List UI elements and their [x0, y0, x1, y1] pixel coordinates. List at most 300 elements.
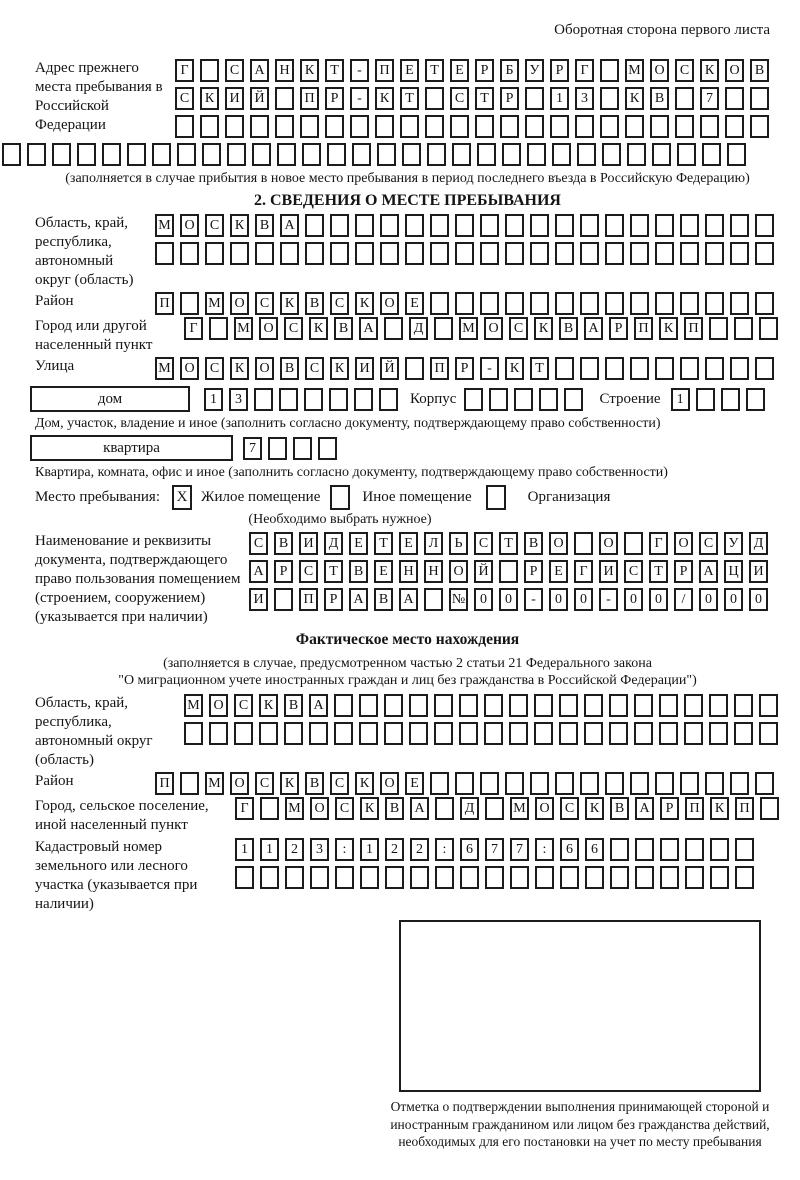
- char-box[interactable]: [275, 115, 294, 138]
- char-box[interactable]: М: [285, 797, 304, 820]
- char-box[interactable]: А: [249, 560, 268, 583]
- char-box[interactable]: [527, 143, 546, 166]
- char-box[interactable]: [360, 866, 379, 889]
- char-box[interactable]: [477, 143, 496, 166]
- char-box[interactable]: [525, 115, 544, 138]
- char-box[interactable]: [309, 722, 328, 745]
- char-box[interactable]: Г: [235, 797, 254, 820]
- char-box[interactable]: Ь: [449, 532, 468, 555]
- char-box[interactable]: [685, 838, 704, 861]
- char-box[interactable]: [530, 242, 549, 265]
- char-box[interactable]: [605, 357, 624, 380]
- char-box[interactable]: Т: [475, 87, 494, 110]
- char-box[interactable]: Т: [324, 560, 343, 583]
- char-box[interactable]: К: [280, 292, 299, 315]
- char-box[interactable]: С: [509, 317, 528, 340]
- char-box[interactable]: [452, 143, 471, 166]
- char-box[interactable]: [509, 694, 528, 717]
- char-box[interactable]: [610, 838, 629, 861]
- char-box[interactable]: В: [280, 357, 299, 380]
- char-box[interactable]: [52, 143, 71, 166]
- char-box[interactable]: [268, 437, 287, 460]
- char-box[interactable]: [725, 87, 744, 110]
- char-box[interactable]: :: [435, 838, 454, 861]
- char-box[interactable]: В: [385, 797, 404, 820]
- char-box[interactable]: Р: [674, 560, 693, 583]
- char-box[interactable]: Т: [325, 59, 344, 82]
- char-box[interactable]: [499, 560, 518, 583]
- char-box[interactable]: :: [535, 838, 554, 861]
- char-box[interactable]: [580, 214, 599, 237]
- char-box[interactable]: [410, 866, 429, 889]
- stay-type-organization-checkbox[interactable]: [486, 485, 506, 510]
- char-box[interactable]: С: [255, 292, 274, 315]
- char-box[interactable]: [652, 143, 671, 166]
- char-box[interactable]: [627, 143, 646, 166]
- char-box[interactable]: [385, 866, 404, 889]
- char-box[interactable]: [352, 143, 371, 166]
- char-box[interactable]: [550, 115, 569, 138]
- char-box[interactable]: 1: [260, 838, 279, 861]
- char-box[interactable]: [677, 143, 696, 166]
- char-box[interactable]: К: [230, 214, 249, 237]
- char-box[interactable]: М: [625, 59, 644, 82]
- char-box[interactable]: [750, 87, 769, 110]
- char-box[interactable]: [405, 357, 424, 380]
- char-box[interactable]: [709, 694, 728, 717]
- char-box[interactable]: [624, 532, 643, 555]
- char-box[interactable]: П: [430, 357, 449, 380]
- char-box[interactable]: Р: [550, 59, 569, 82]
- char-box[interactable]: К: [700, 59, 719, 82]
- char-box[interactable]: [700, 115, 719, 138]
- char-box[interactable]: [660, 866, 679, 889]
- char-box[interactable]: [330, 242, 349, 265]
- char-box[interactable]: [430, 772, 449, 795]
- char-box[interactable]: [455, 242, 474, 265]
- char-box[interactable]: Й: [250, 87, 269, 110]
- char-box[interactable]: [250, 115, 269, 138]
- char-box[interactable]: [610, 866, 629, 889]
- char-box[interactable]: [480, 772, 499, 795]
- char-box[interactable]: [279, 388, 298, 411]
- char-box[interactable]: И: [249, 588, 268, 611]
- char-box[interactable]: [680, 357, 699, 380]
- char-box[interactable]: С: [234, 694, 253, 717]
- char-box[interactable]: 6: [585, 838, 604, 861]
- char-box[interactable]: [734, 317, 753, 340]
- char-box[interactable]: [730, 772, 749, 795]
- char-box[interactable]: -: [480, 357, 499, 380]
- char-box[interactable]: [650, 115, 669, 138]
- char-box[interactable]: [375, 115, 394, 138]
- char-box[interactable]: 2: [285, 838, 304, 861]
- char-box[interactable]: [155, 242, 174, 265]
- char-box[interactable]: К: [309, 317, 328, 340]
- char-box[interactable]: О: [449, 560, 468, 583]
- char-box[interactable]: [755, 772, 774, 795]
- char-box[interactable]: У: [724, 532, 743, 555]
- char-box[interactable]: О: [535, 797, 554, 820]
- char-box[interactable]: [255, 242, 274, 265]
- char-box[interactable]: [709, 722, 728, 745]
- char-box[interactable]: [302, 143, 321, 166]
- char-box[interactable]: [234, 722, 253, 745]
- char-box[interactable]: А: [280, 214, 299, 237]
- char-box[interactable]: [455, 214, 474, 237]
- char-box[interactable]: [459, 694, 478, 717]
- char-box[interactable]: Г: [574, 560, 593, 583]
- char-box[interactable]: С: [450, 87, 469, 110]
- char-box[interactable]: [435, 866, 454, 889]
- char-box[interactable]: [329, 388, 348, 411]
- char-box[interactable]: [200, 115, 219, 138]
- char-box[interactable]: [600, 115, 619, 138]
- char-box[interactable]: [209, 317, 228, 340]
- char-box[interactable]: [305, 242, 324, 265]
- char-box[interactable]: [260, 797, 279, 820]
- char-box[interactable]: [180, 242, 199, 265]
- char-box[interactable]: Н: [399, 560, 418, 583]
- char-box[interactable]: [696, 388, 715, 411]
- char-box[interactable]: [327, 143, 346, 166]
- char-box[interactable]: М: [205, 772, 224, 795]
- char-box[interactable]: [605, 772, 624, 795]
- char-box[interactable]: [655, 357, 674, 380]
- char-box[interactable]: Г: [649, 532, 668, 555]
- char-box[interactable]: -: [524, 588, 543, 611]
- char-box[interactable]: [480, 242, 499, 265]
- char-box[interactable]: О: [180, 214, 199, 237]
- char-box[interactable]: [225, 115, 244, 138]
- char-box[interactable]: [675, 115, 694, 138]
- char-box[interactable]: [489, 388, 508, 411]
- char-box[interactable]: [277, 143, 296, 166]
- char-box[interactable]: К: [200, 87, 219, 110]
- char-box[interactable]: И: [355, 357, 374, 380]
- char-box[interactable]: [334, 694, 353, 717]
- char-box[interactable]: /: [674, 588, 693, 611]
- char-box[interactable]: [455, 772, 474, 795]
- char-box[interactable]: [635, 838, 654, 861]
- char-box[interactable]: [434, 694, 453, 717]
- char-box[interactable]: [354, 388, 373, 411]
- char-box[interactable]: С: [249, 532, 268, 555]
- char-box[interactable]: [709, 317, 728, 340]
- char-box[interactable]: [705, 214, 724, 237]
- char-box[interactable]: [659, 722, 678, 745]
- char-box[interactable]: [359, 694, 378, 717]
- char-box[interactable]: [580, 292, 599, 315]
- char-box[interactable]: П: [735, 797, 754, 820]
- char-box[interactable]: К: [230, 357, 249, 380]
- char-box[interactable]: [480, 214, 499, 237]
- char-box[interactable]: 0: [649, 588, 668, 611]
- char-box[interactable]: О: [650, 59, 669, 82]
- char-box[interactable]: [705, 772, 724, 795]
- char-box[interactable]: К: [625, 87, 644, 110]
- char-box[interactable]: [655, 242, 674, 265]
- char-box[interactable]: О: [255, 357, 274, 380]
- char-box[interactable]: В: [334, 317, 353, 340]
- char-box[interactable]: [305, 214, 324, 237]
- char-box[interactable]: П: [299, 588, 318, 611]
- char-box[interactable]: А: [410, 797, 429, 820]
- char-box[interactable]: [430, 292, 449, 315]
- char-box[interactable]: О: [484, 317, 503, 340]
- char-box[interactable]: [355, 214, 374, 237]
- char-box[interactable]: М: [155, 214, 174, 237]
- char-box[interactable]: [580, 772, 599, 795]
- char-box[interactable]: [335, 866, 354, 889]
- char-box[interactable]: Г: [175, 59, 194, 82]
- char-box[interactable]: [634, 694, 653, 717]
- char-box[interactable]: В: [255, 214, 274, 237]
- char-box[interactable]: К: [375, 87, 394, 110]
- char-box[interactable]: Е: [400, 59, 419, 82]
- char-box[interactable]: [330, 214, 349, 237]
- char-box[interactable]: [475, 115, 494, 138]
- char-box[interactable]: [580, 242, 599, 265]
- char-box[interactable]: [284, 722, 303, 745]
- char-box[interactable]: [230, 242, 249, 265]
- char-box[interactable]: [534, 694, 553, 717]
- char-box[interactable]: Л: [424, 532, 443, 555]
- char-box[interactable]: Д: [409, 317, 428, 340]
- char-box[interactable]: [605, 242, 624, 265]
- char-box[interactable]: С: [474, 532, 493, 555]
- char-box[interactable]: [759, 317, 778, 340]
- char-box[interactable]: [274, 588, 293, 611]
- char-box[interactable]: М: [184, 694, 203, 717]
- char-box[interactable]: [304, 388, 323, 411]
- char-box[interactable]: Д: [460, 797, 479, 820]
- char-box[interactable]: Е: [405, 772, 424, 795]
- char-box[interactable]: [559, 722, 578, 745]
- char-box[interactable]: [735, 838, 754, 861]
- char-box[interactable]: -: [350, 87, 369, 110]
- char-box[interactable]: [27, 143, 46, 166]
- char-box[interactable]: О: [259, 317, 278, 340]
- char-box[interactable]: [252, 143, 271, 166]
- char-box[interactable]: С: [330, 772, 349, 795]
- char-box[interactable]: А: [699, 560, 718, 583]
- char-box[interactable]: А: [250, 59, 269, 82]
- char-box[interactable]: С: [299, 560, 318, 583]
- char-box[interactable]: [584, 694, 603, 717]
- char-box[interactable]: [205, 242, 224, 265]
- char-box[interactable]: [505, 214, 524, 237]
- char-box[interactable]: [502, 143, 521, 166]
- char-box[interactable]: [177, 143, 196, 166]
- char-box[interactable]: [530, 214, 549, 237]
- char-box[interactable]: [552, 143, 571, 166]
- char-box[interactable]: 6: [460, 838, 479, 861]
- char-box[interactable]: [759, 694, 778, 717]
- char-box[interactable]: [555, 772, 574, 795]
- char-box[interactable]: А: [349, 588, 368, 611]
- char-box[interactable]: [402, 143, 421, 166]
- char-box[interactable]: [609, 694, 628, 717]
- char-box[interactable]: [684, 722, 703, 745]
- char-box[interactable]: [746, 388, 765, 411]
- char-box[interactable]: [325, 115, 344, 138]
- char-box[interactable]: Ц: [724, 560, 743, 583]
- char-box[interactable]: [755, 357, 774, 380]
- char-box[interactable]: И: [225, 87, 244, 110]
- char-box[interactable]: [430, 242, 449, 265]
- char-box[interactable]: М: [155, 357, 174, 380]
- char-box[interactable]: Р: [274, 560, 293, 583]
- char-box[interactable]: С: [205, 357, 224, 380]
- char-box[interactable]: [730, 214, 749, 237]
- char-box[interactable]: [721, 388, 740, 411]
- char-box[interactable]: [734, 694, 753, 717]
- char-box[interactable]: [200, 59, 219, 82]
- char-box[interactable]: [484, 722, 503, 745]
- char-box[interactable]: [680, 242, 699, 265]
- char-box[interactable]: [530, 292, 549, 315]
- char-box[interactable]: [464, 388, 483, 411]
- char-box[interactable]: [350, 115, 369, 138]
- char-box[interactable]: К: [330, 357, 349, 380]
- char-box[interactable]: Т: [425, 59, 444, 82]
- char-box[interactable]: [510, 866, 529, 889]
- char-box[interactable]: [400, 115, 419, 138]
- char-box[interactable]: И: [299, 532, 318, 555]
- char-box[interactable]: С: [255, 772, 274, 795]
- char-box[interactable]: О: [674, 532, 693, 555]
- char-box[interactable]: [300, 115, 319, 138]
- char-box[interactable]: К: [355, 772, 374, 795]
- char-box[interactable]: [525, 87, 544, 110]
- char-box[interactable]: [318, 437, 337, 460]
- char-box[interactable]: [355, 242, 374, 265]
- char-box[interactable]: [227, 143, 246, 166]
- char-box[interactable]: [684, 694, 703, 717]
- char-box[interactable]: [235, 866, 254, 889]
- char-box[interactable]: [409, 722, 428, 745]
- char-box[interactable]: [505, 292, 524, 315]
- char-box[interactable]: 3: [310, 838, 329, 861]
- char-box[interactable]: О: [725, 59, 744, 82]
- char-box[interactable]: [405, 214, 424, 237]
- char-box[interactable]: [574, 532, 593, 555]
- char-box[interactable]: [434, 722, 453, 745]
- char-box[interactable]: П: [375, 59, 394, 82]
- char-box[interactable]: [485, 797, 504, 820]
- char-box[interactable]: О: [230, 292, 249, 315]
- char-box[interactable]: [605, 292, 624, 315]
- char-box[interactable]: [564, 388, 583, 411]
- char-box[interactable]: [555, 292, 574, 315]
- char-box[interactable]: [580, 357, 599, 380]
- char-box[interactable]: Д: [324, 532, 343, 555]
- char-box[interactable]: С: [675, 59, 694, 82]
- char-box[interactable]: [759, 722, 778, 745]
- char-box[interactable]: Т: [400, 87, 419, 110]
- char-box[interactable]: У: [525, 59, 544, 82]
- char-box[interactable]: К: [259, 694, 278, 717]
- char-box[interactable]: П: [155, 772, 174, 795]
- char-box[interactable]: С: [175, 87, 194, 110]
- char-box[interactable]: В: [284, 694, 303, 717]
- char-box[interactable]: Т: [649, 560, 668, 583]
- char-box[interactable]: М: [234, 317, 253, 340]
- char-box[interactable]: [675, 87, 694, 110]
- char-box[interactable]: В: [650, 87, 669, 110]
- char-box[interactable]: 1: [360, 838, 379, 861]
- char-box[interactable]: [275, 87, 294, 110]
- char-box[interactable]: [735, 866, 754, 889]
- char-box[interactable]: П: [300, 87, 319, 110]
- char-box[interactable]: К: [300, 59, 319, 82]
- char-box[interactable]: [655, 214, 674, 237]
- char-box[interactable]: Д: [749, 532, 768, 555]
- char-box[interactable]: А: [635, 797, 654, 820]
- char-box[interactable]: 0: [724, 588, 743, 611]
- char-box[interactable]: [600, 87, 619, 110]
- char-box[interactable]: [184, 722, 203, 745]
- char-box[interactable]: [584, 722, 603, 745]
- char-box[interactable]: [630, 214, 649, 237]
- char-box[interactable]: [377, 143, 396, 166]
- char-box[interactable]: 1: [550, 87, 569, 110]
- char-box[interactable]: С: [305, 357, 324, 380]
- char-box[interactable]: [480, 292, 499, 315]
- char-box[interactable]: П: [634, 317, 653, 340]
- char-box[interactable]: [380, 214, 399, 237]
- char-box[interactable]: [505, 772, 524, 795]
- char-box[interactable]: [285, 866, 304, 889]
- char-box[interactable]: [750, 115, 769, 138]
- char-box[interactable]: [730, 292, 749, 315]
- char-box[interactable]: Р: [500, 87, 519, 110]
- char-box[interactable]: П: [684, 317, 703, 340]
- char-box[interactable]: 0: [474, 588, 493, 611]
- char-box[interactable]: 3: [229, 388, 248, 411]
- char-box[interactable]: 0: [699, 588, 718, 611]
- char-box[interactable]: С: [205, 214, 224, 237]
- char-box[interactable]: С: [284, 317, 303, 340]
- char-box[interactable]: И: [599, 560, 618, 583]
- char-box[interactable]: [430, 214, 449, 237]
- char-box[interactable]: Т: [499, 532, 518, 555]
- char-box[interactable]: Е: [349, 532, 368, 555]
- char-box[interactable]: 2: [385, 838, 404, 861]
- char-box[interactable]: [409, 694, 428, 717]
- char-box[interactable]: [359, 722, 378, 745]
- char-box[interactable]: Й: [380, 357, 399, 380]
- char-box[interactable]: [539, 388, 558, 411]
- char-box[interactable]: [380, 242, 399, 265]
- char-box[interactable]: [77, 143, 96, 166]
- char-box[interactable]: [152, 143, 171, 166]
- char-box[interactable]: [655, 292, 674, 315]
- char-box[interactable]: О: [549, 532, 568, 555]
- char-box[interactable]: О: [380, 292, 399, 315]
- char-box[interactable]: О: [180, 357, 199, 380]
- char-box[interactable]: Р: [475, 59, 494, 82]
- char-box[interactable]: О: [599, 532, 618, 555]
- char-box[interactable]: М: [459, 317, 478, 340]
- char-box[interactable]: С: [330, 292, 349, 315]
- char-box[interactable]: Е: [549, 560, 568, 583]
- char-box[interactable]: 0: [624, 588, 643, 611]
- char-box[interactable]: [555, 214, 574, 237]
- char-box[interactable]: О: [209, 694, 228, 717]
- char-box[interactable]: 0: [549, 588, 568, 611]
